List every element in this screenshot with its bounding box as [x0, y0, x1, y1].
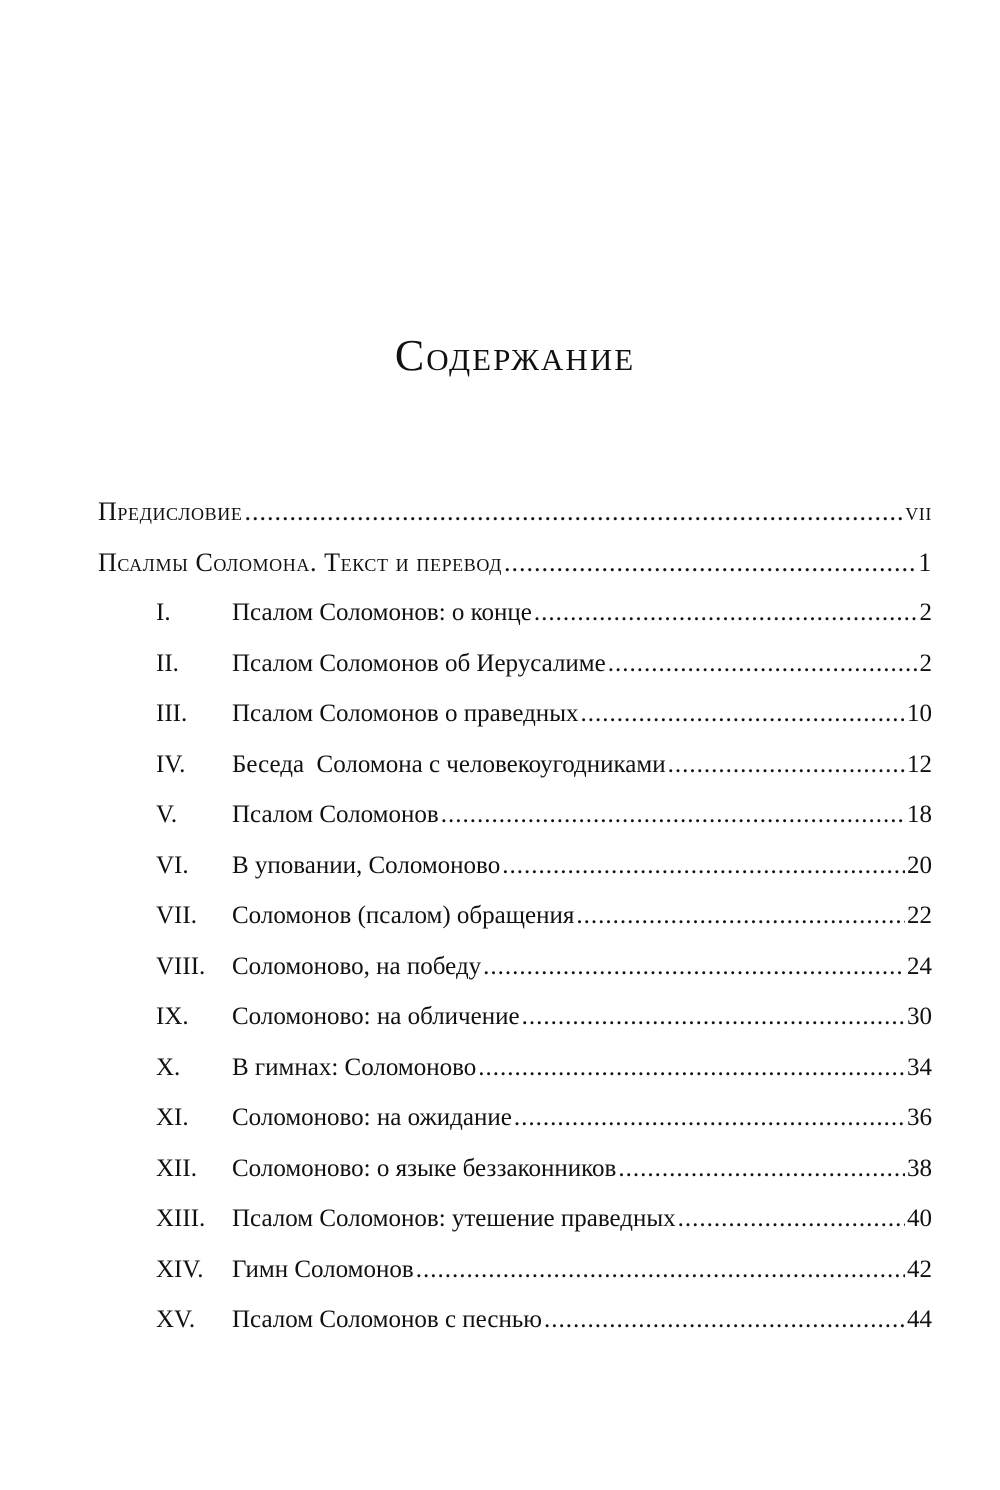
toc-dot-leader — [478, 1054, 905, 1082]
toc-entry-label: В уповании, Соломоново — [232, 851, 501, 879]
toc-entry-page: 34 — [907, 1053, 932, 1081]
toc-dot-leader — [514, 1104, 905, 1132]
toc-entry-label: Псалом Соломонов: о конце — [232, 599, 532, 626]
toc-dot-leader — [244, 497, 903, 527]
toc-entry-label: Псалом Соломонов о праведных — [232, 700, 579, 727]
toc-entry-page: 1 — [918, 548, 932, 577]
toc-entry-number: VII. — [156, 902, 197, 929]
toc-entry-page: 2 — [919, 599, 932, 626]
toc-entry-number: III. — [156, 700, 188, 727]
toc-entry-psalm-15[interactable] — [98, 1306, 932, 1357]
page-title: Содержание — [394, 331, 636, 380]
toc-dot-leader — [608, 650, 918, 678]
toc-entry-number: X. — [156, 1053, 181, 1081]
toc-entry-label: Соломоново: на ожидание — [232, 1104, 512, 1131]
toc-entry-page: 10 — [907, 700, 932, 727]
toc-entry-label: Беседа Соломона с человекоугодниками — [232, 750, 666, 778]
toc-entry-label: Соломонов (псалом) обращения — [232, 902, 575, 929]
toc-dot-leader — [580, 700, 905, 728]
toc-entry-number: VI. — [156, 851, 189, 879]
toc-dot-leader — [576, 902, 905, 930]
toc-dot-leader — [678, 1205, 905, 1233]
toc-entry-number: XI. — [156, 1104, 189, 1131]
toc-entry-label: Псалом Соломонов: утешение праведных — [232, 1205, 676, 1232]
toc-dot-leader — [441, 801, 905, 829]
table-of-contents — [98, 497, 932, 1357]
toc-entry-label: Соломоново, на победу — [232, 952, 482, 980]
toc-entry-page: 36 — [907, 1104, 932, 1131]
toc-entry-psalm-3[interactable] — [98, 700, 932, 751]
toc-entry-number: II. — [156, 649, 179, 677]
toc-entry-psalm-14[interactable] — [98, 1256, 932, 1307]
toc-entry-psalm-10[interactable] — [98, 1054, 932, 1105]
toc-entry-label: Гимн Соломонов — [232, 1255, 414, 1283]
toc-entry-label: Соломоново: на обличение — [232, 1003, 520, 1030]
toc-dot-leader — [668, 751, 905, 779]
toc-dot-leader — [618, 1155, 905, 1183]
toc-entry-page: 44 — [907, 1306, 932, 1333]
toc-dot-leader — [504, 548, 916, 578]
toc-entry-psalm-6[interactable] — [98, 852, 932, 903]
toc-entry-psalm-4[interactable] — [98, 751, 932, 802]
toc-entry-number: XV. — [156, 1306, 196, 1333]
toc-entry-label: Псалмы Соломона. Текст и перевод — [98, 548, 502, 577]
toc-entry-page: 24 — [907, 952, 932, 980]
toc-dot-leader — [416, 1256, 905, 1284]
toc-entry-psalm-8[interactable] — [98, 953, 932, 1004]
toc-entry-number: V. — [156, 801, 178, 828]
toc-entry-page: 38 — [907, 1154, 932, 1182]
toc-entry-page: 30 — [907, 1003, 932, 1030]
toc-dot-leader — [502, 852, 905, 880]
toc-entry-number: IV. — [156, 750, 186, 778]
toc-entry-number: VIII. — [156, 952, 206, 980]
toc-dot-leader — [483, 953, 905, 981]
toc-entry-page: 42 — [907, 1255, 932, 1283]
toc-entry-number: I. — [156, 599, 171, 626]
toc-entry-page: 18 — [907, 801, 932, 828]
toc-entry-number: XIII. — [156, 1205, 206, 1232]
toc-entry-psalm-2[interactable] — [98, 650, 932, 701]
toc-entry-page: 20 — [907, 851, 932, 879]
toc-entry-psalm-12[interactable] — [98, 1155, 932, 1206]
toc-entry-psalm-13[interactable] — [98, 1205, 932, 1256]
toc-dot-leader — [544, 1306, 905, 1334]
toc-entry-page: vii — [905, 497, 932, 526]
toc-entry-preface[interactable] — [98, 497, 932, 548]
toc-entry-label: Псалом Соломонов с песнью — [232, 1306, 542, 1333]
toc-entry-label: Псалом Соломонов об Иерусалиме — [232, 649, 606, 677]
toc-entry-number: IX. — [156, 1003, 189, 1030]
toc-entry-psalms-text[interactable] — [98, 548, 932, 599]
toc-entry-page: 2 — [919, 649, 932, 677]
toc-entry-label: Псалом Соломонов — [232, 801, 439, 828]
toc-dot-leader — [534, 599, 918, 627]
toc-entry-label: Предисловие — [98, 497, 243, 526]
toc-entry-psalm-5[interactable] — [98, 801, 932, 852]
toc-entry-psalm-9[interactable] — [98, 1003, 932, 1054]
toc-entry-number: XII. — [156, 1154, 197, 1182]
toc-entry-label: В гимнах: Соломоново — [232, 1053, 477, 1081]
toc-entry-psalm-7[interactable] — [98, 902, 932, 953]
toc-dot-leader — [522, 1003, 905, 1031]
toc-entry-page: 40 — [907, 1205, 932, 1232]
toc-entry-page: 22 — [907, 902, 932, 929]
toc-entry-page: 12 — [907, 750, 932, 778]
toc-entry-number: XIV. — [156, 1255, 204, 1283]
toc-entry-psalm-11[interactable] — [98, 1104, 932, 1155]
toc-entry-psalm-1[interactable] — [98, 599, 932, 650]
toc-entry-label: Соломоново: о языке беззаконников — [232, 1154, 617, 1182]
